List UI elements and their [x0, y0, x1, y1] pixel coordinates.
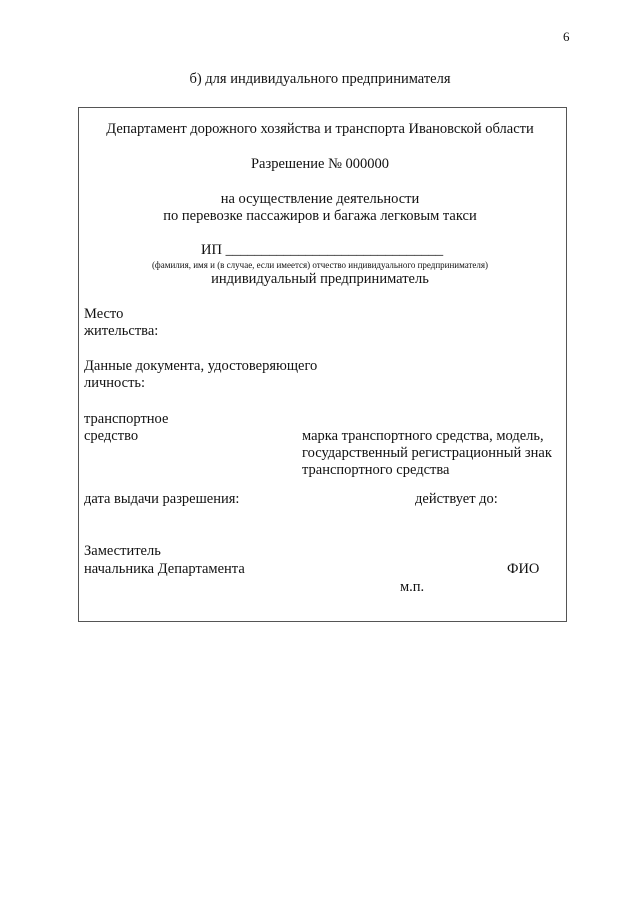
residence-label-2: жительства:	[84, 323, 159, 339]
vehicle-desc-3: транспортного средства	[302, 462, 450, 478]
identity-doc-label-2: личность:	[84, 375, 146, 391]
ip-role: индивидуальный предприниматель	[211, 271, 429, 287]
identity-doc-label-1: Данные документа, удостоверяющего	[84, 358, 318, 374]
signer-name: ФИО	[507, 561, 540, 577]
valid-until-label: действует до:	[415, 491, 498, 507]
issue-date-label: дата выдачи разрешения:	[84, 491, 240, 507]
vehicle-label-2: средство	[84, 428, 139, 444]
vehicle-label-1: транспортное	[84, 411, 169, 427]
section-subtitle: б) для индивидуального предпринимателя	[189, 71, 451, 87]
ip-name-hint: (фамилия, имя и (в случае, если имеется) отчество индивидуального предпринимателя)	[151, 260, 489, 270]
vehicle-desc-2: государственный регистрационный знак	[302, 445, 552, 461]
page-number: 6	[563, 29, 570, 44]
purpose-line-2: по перевозке пассажиров и багажа легковым такси	[163, 208, 477, 224]
ip-name-line: ИП ______________________________	[201, 242, 444, 258]
purpose-line-1: на осуществление деятельности	[220, 191, 420, 207]
signer-title-1: Заместитель	[84, 543, 161, 559]
residence-label-1: Место	[84, 306, 124, 322]
signer-title-2: начальника Департамента	[84, 561, 245, 577]
stamp-place: м.п.	[400, 579, 425, 595]
department-name: Департамент дорожного хозяйства и транспорта Ивановской области	[106, 121, 534, 137]
vehicle-desc-1: марка транспортного средства, модель,	[302, 428, 544, 444]
permit-number: Разрешение № 000000	[250, 156, 390, 172]
